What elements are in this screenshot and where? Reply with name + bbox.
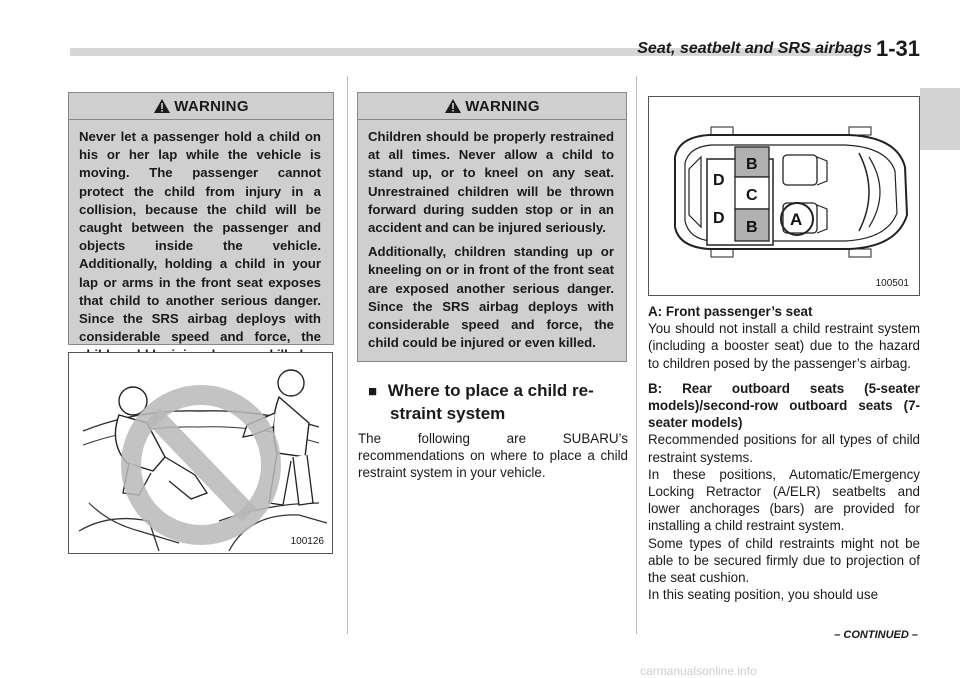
seat-a-text: You should not install a child restraint system (including a booster seat) due to the hazard to children posed by the passenger’s airbag. — [648, 321, 920, 371]
vehicle-seat-diagram — [649, 97, 919, 295]
page-number: 1-31 — [875, 36, 920, 61]
warning-left-header — [68, 92, 334, 120]
seat-b-text1: Recommended positions for all types of child restraint systems. — [648, 432, 920, 465]
seat-label-b-top: B — [746, 156, 758, 173]
warning-left-text: Never let a passenger hold a child on his or her lap while the vehicle is moving. The passenger cannot protect the child from injury in a collision, because the child will be caught between the passenger and objects inside the vehicle. Additionally, holding a child in your lap or arms in the front seat exposes that child to another serious danger. Since the SRS airbag deploys with considerable speed and force, the — [79, 129, 321, 345]
continued-note: – CONTINUED – — [834, 629, 918, 641]
warning-mid-heading: WARNING — [465, 97, 540, 115]
page-header-title: Seat, seatbelt and SRS airbags — [637, 40, 872, 57]
figure-child-on-lap — [68, 352, 333, 554]
warning-left-heading: WARNING — [174, 97, 249, 115]
column-divider-2 — [636, 76, 637, 634]
figure-right-code: 100501 — [875, 278, 909, 289]
warning-mid-para1: Children should be properly restrained at all times. Never allow a child to stand up, or to kneel on any seat. Unrestrained children will be thrown forward during sudden stop or in an accident and can be injured seriously. — [368, 129, 614, 236]
warning-mid-header — [357, 92, 627, 120]
right-column-text — [648, 303, 920, 611]
warning-mid-box — [357, 120, 627, 362]
figure-left-code: 100126 — [290, 536, 324, 547]
seat-b-text2: In these positions, Automatic/Emergency Locking Retractor (A/ELR) seatbelts and lower anchorages (bars) are provided for installing a child restraint system. — [648, 466, 920, 534]
figure-seat-positions — [648, 96, 920, 296]
seat-label-c: C — [746, 187, 758, 204]
column-divider-1 — [347, 76, 348, 634]
section-heading-line2: straint system — [390, 404, 506, 423]
warning-triangle-icon — [153, 98, 171, 114]
warning-triangle-icon — [444, 98, 462, 114]
section-marker: ■ — [368, 383, 378, 400]
seat-b-label: B: Rear outboard seats (5-seater models)/second-row outboard seats (7-seater models) — [648, 380, 920, 431]
prohibited-child-on-lap-illustration — [69, 353, 332, 553]
seat-b-text4: In this seating position, you should use — [648, 587, 879, 603]
seat-a-label: A: Front passenger’s seat — [648, 304, 813, 319]
seat-label-d-top: D — [713, 172, 725, 189]
watermark: carmanualsonline.info — [640, 664, 757, 678]
warning-mid-para2: Additionally, children standing up or kneeling on or in front of the front seat are exposed another serious danger. Since the SRS airbag deploys with considerable speed and force, the child could be injured or even killed. — [368, 244, 614, 351]
chapter-tab — [920, 88, 960, 150]
section-heading — [368, 380, 628, 425]
seat-label-d-bottom: D — [713, 210, 725, 227]
section-body — [358, 430, 628, 490]
section-heading-line1: Where to place a child re- — [387, 381, 594, 400]
section-body-text: The following are SUBARU’s recommendations on where to place a child restraint system in your vehicle. — [358, 431, 628, 481]
seat-label-a: A — [790, 210, 803, 229]
seat-b-text3: Some types of child restraints might not be able to be secured firmly due to projection of the seat cushion. — [648, 535, 920, 586]
seat-label-b-bottom: B — [746, 219, 758, 236]
warning-left-box — [68, 120, 334, 345]
